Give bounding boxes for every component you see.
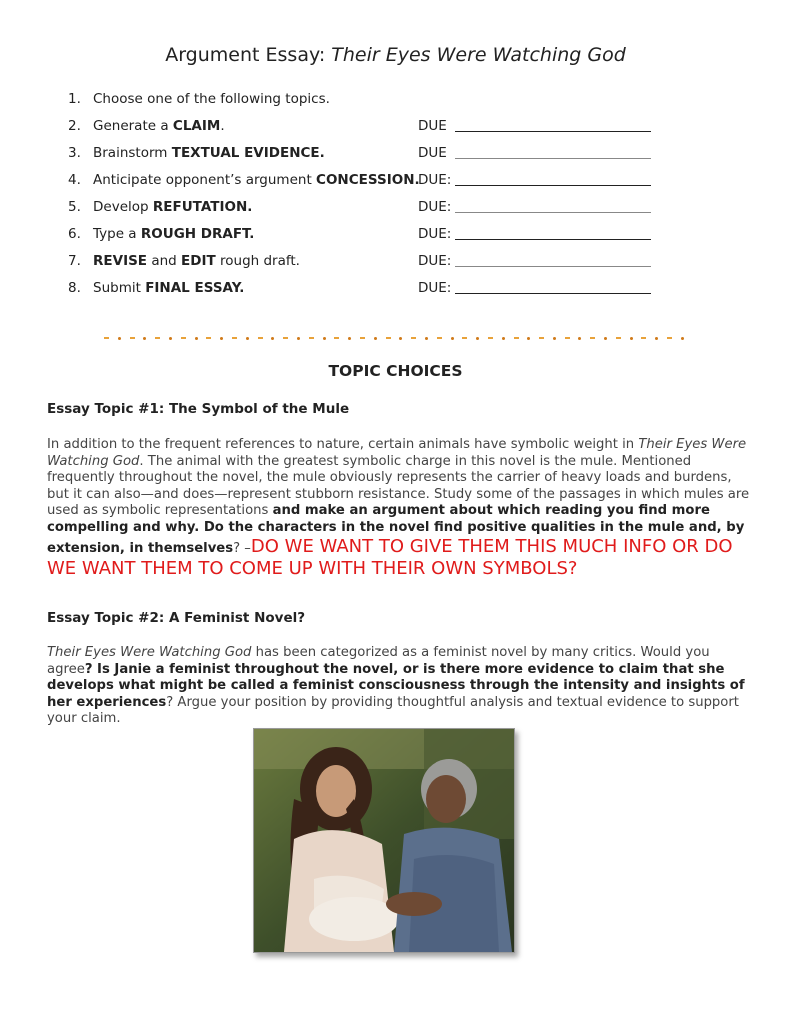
- due-label: DUE: [418, 145, 447, 161]
- due-label: DUE:: [418, 280, 452, 296]
- step-number: 4.: [68, 172, 81, 188]
- divider-mark: [565, 337, 570, 339]
- step-item: [68, 113, 668, 140]
- divider-mark: [155, 337, 160, 339]
- divider-mark: [553, 337, 556, 340]
- step-item: [68, 194, 668, 221]
- step-number: 5.: [68, 199, 81, 215]
- divider-mark: [206, 337, 211, 339]
- teacher-note: DO WE WANT TO GIVE THEM THIS MUCH INFO OR DO WE WANT THEM TO COME UP WITH THEIR OWN SYMBOLS?: [47, 536, 733, 579]
- step-item: [68, 167, 668, 194]
- step-text: Choose one of the following topics.: [93, 91, 330, 107]
- step-number: 3.: [68, 145, 81, 161]
- divider-mark: [578, 337, 581, 340]
- due-label: DUE: [418, 118, 447, 134]
- divider-mark: [246, 337, 249, 340]
- divider-mark: [411, 337, 416, 339]
- due-date-field[interactable]: [455, 266, 651, 267]
- divider-mark: [462, 337, 467, 339]
- divider-mark: [232, 337, 237, 339]
- divider-mark: [514, 337, 519, 339]
- divider-mark: [590, 337, 595, 339]
- divider-mark: [283, 337, 288, 339]
- divider-mark: [399, 337, 402, 340]
- due-date-field[interactable]: [455, 131, 651, 132]
- due-date-field[interactable]: [455, 158, 651, 159]
- divider-mark: [143, 337, 146, 340]
- divider-mark: [334, 337, 339, 339]
- divider-mark: [437, 337, 442, 339]
- divider-mark: [169, 337, 172, 340]
- step-text: Generate a CLAIM.: [93, 118, 225, 134]
- decorative-divider: [104, 333, 684, 343]
- divider-mark: [425, 337, 428, 340]
- film-still-photo: [253, 728, 515, 953]
- step-item: [68, 275, 668, 302]
- divider-mark: [681, 337, 684, 340]
- divider-mark: [641, 337, 646, 339]
- due-date-field[interactable]: [455, 185, 651, 186]
- due-label: DUE:: [418, 253, 452, 269]
- divider-mark: [181, 337, 186, 339]
- divider-mark: [604, 337, 607, 340]
- steps-list: [68, 86, 668, 302]
- divider-mark: [451, 337, 454, 340]
- divider-mark: [630, 337, 633, 340]
- due-label: DUE:: [418, 172, 452, 188]
- divider-mark: [258, 337, 263, 339]
- divider-mark: [323, 337, 326, 340]
- divider-mark: [616, 337, 621, 339]
- divider-mark: [374, 337, 377, 340]
- step-text: Develop REFUTATION.: [93, 199, 253, 215]
- title-book: Their Eyes Were Watching God: [331, 44, 626, 66]
- step-number: 8.: [68, 280, 81, 296]
- divider-mark: [667, 337, 672, 339]
- divider-mark: [271, 337, 274, 340]
- divider-mark: [104, 337, 109, 339]
- topic2-heading: Essay Topic #2: A Feminist Novel?: [47, 610, 306, 626]
- step-text: Anticipate opponent’s argument CONCESSION.: [93, 172, 420, 188]
- due-date-field[interactable]: [455, 293, 651, 294]
- due-label: DUE:: [418, 199, 452, 215]
- step-item: [68, 140, 668, 167]
- divider-mark: [476, 337, 479, 340]
- title-prefix: Argument Essay:: [165, 44, 326, 66]
- step-number: 2.: [68, 118, 81, 134]
- step-text: Submit FINAL ESSAY.: [93, 280, 245, 296]
- step-text: Brainstorm TEXTUAL EVIDENCE.: [93, 145, 325, 161]
- topic1-paragraph: In addition to the frequent references to nature, certain animals have symbolic weight in Their Eyes Were Watching God. The animal with the greatest symbolic charge in this novel is the mule. Mentioned frequently throughout the novel, the mule obviously represents the carrier of heavy loads and burdens, but it can also—and does—represent stubborn resistance. Study some of the passages in which mules are used as symbolic representations and make an argument about which reading you find more compelling and why. Do the characters in the novel find positive qualities in the mule and, by extension, in themselves? –DO WE WANT TO GIVE THEM THIS MUCH INFO OR DO WE WANT THEM TO COME UP WITH THEIR OWN SYMBOLS?: [47, 437, 750, 579]
- divider-mark: [195, 337, 198, 340]
- divider-mark: [360, 337, 365, 339]
- divider-mark: [539, 337, 544, 339]
- step-number: 7.: [68, 253, 81, 269]
- step-item: [68, 248, 668, 275]
- step-number: 6.: [68, 226, 81, 242]
- topic1-heading: Essay Topic #1: The Symbol of the Mule: [47, 401, 350, 417]
- topic2-paragraph: Their Eyes Were Watching God has been categorized as a feminist novel by many critics. Would you agree? Is Janie a feminist throughout the novel, or is there more evidence to claim that she develops what might be called a feminist consciousness through the intensity and insights of her experiences? Argue your position by providing thoughtful analysis and textual evidence to support your claim.: [47, 645, 745, 726]
- divider-mark: [220, 337, 223, 340]
- page-title: [0, 44, 791, 66]
- divider-mark: [348, 337, 351, 340]
- divider-mark: [309, 337, 314, 339]
- divider-mark: [502, 337, 505, 340]
- due-label: DUE:: [418, 226, 452, 242]
- step-number: 1.: [68, 91, 81, 107]
- divider-mark: [130, 337, 135, 339]
- photo-illustration: [254, 729, 514, 952]
- divider-mark: [118, 337, 121, 340]
- due-date-field[interactable]: [455, 212, 651, 213]
- step-text: Type a ROUGH DRAFT.: [93, 226, 255, 242]
- step-text: REVISE and EDIT rough draft.: [93, 253, 300, 269]
- divider-mark: [386, 337, 391, 339]
- divider-mark: [297, 337, 300, 340]
- step-item: [68, 86, 668, 113]
- due-date-field[interactable]: [455, 239, 651, 240]
- divider-mark: [527, 337, 530, 340]
- step-item: [68, 221, 668, 248]
- divider-mark: [488, 337, 493, 339]
- divider-mark: [655, 337, 658, 340]
- topic-choices-heading: TOPIC CHOICES: [328, 362, 463, 380]
